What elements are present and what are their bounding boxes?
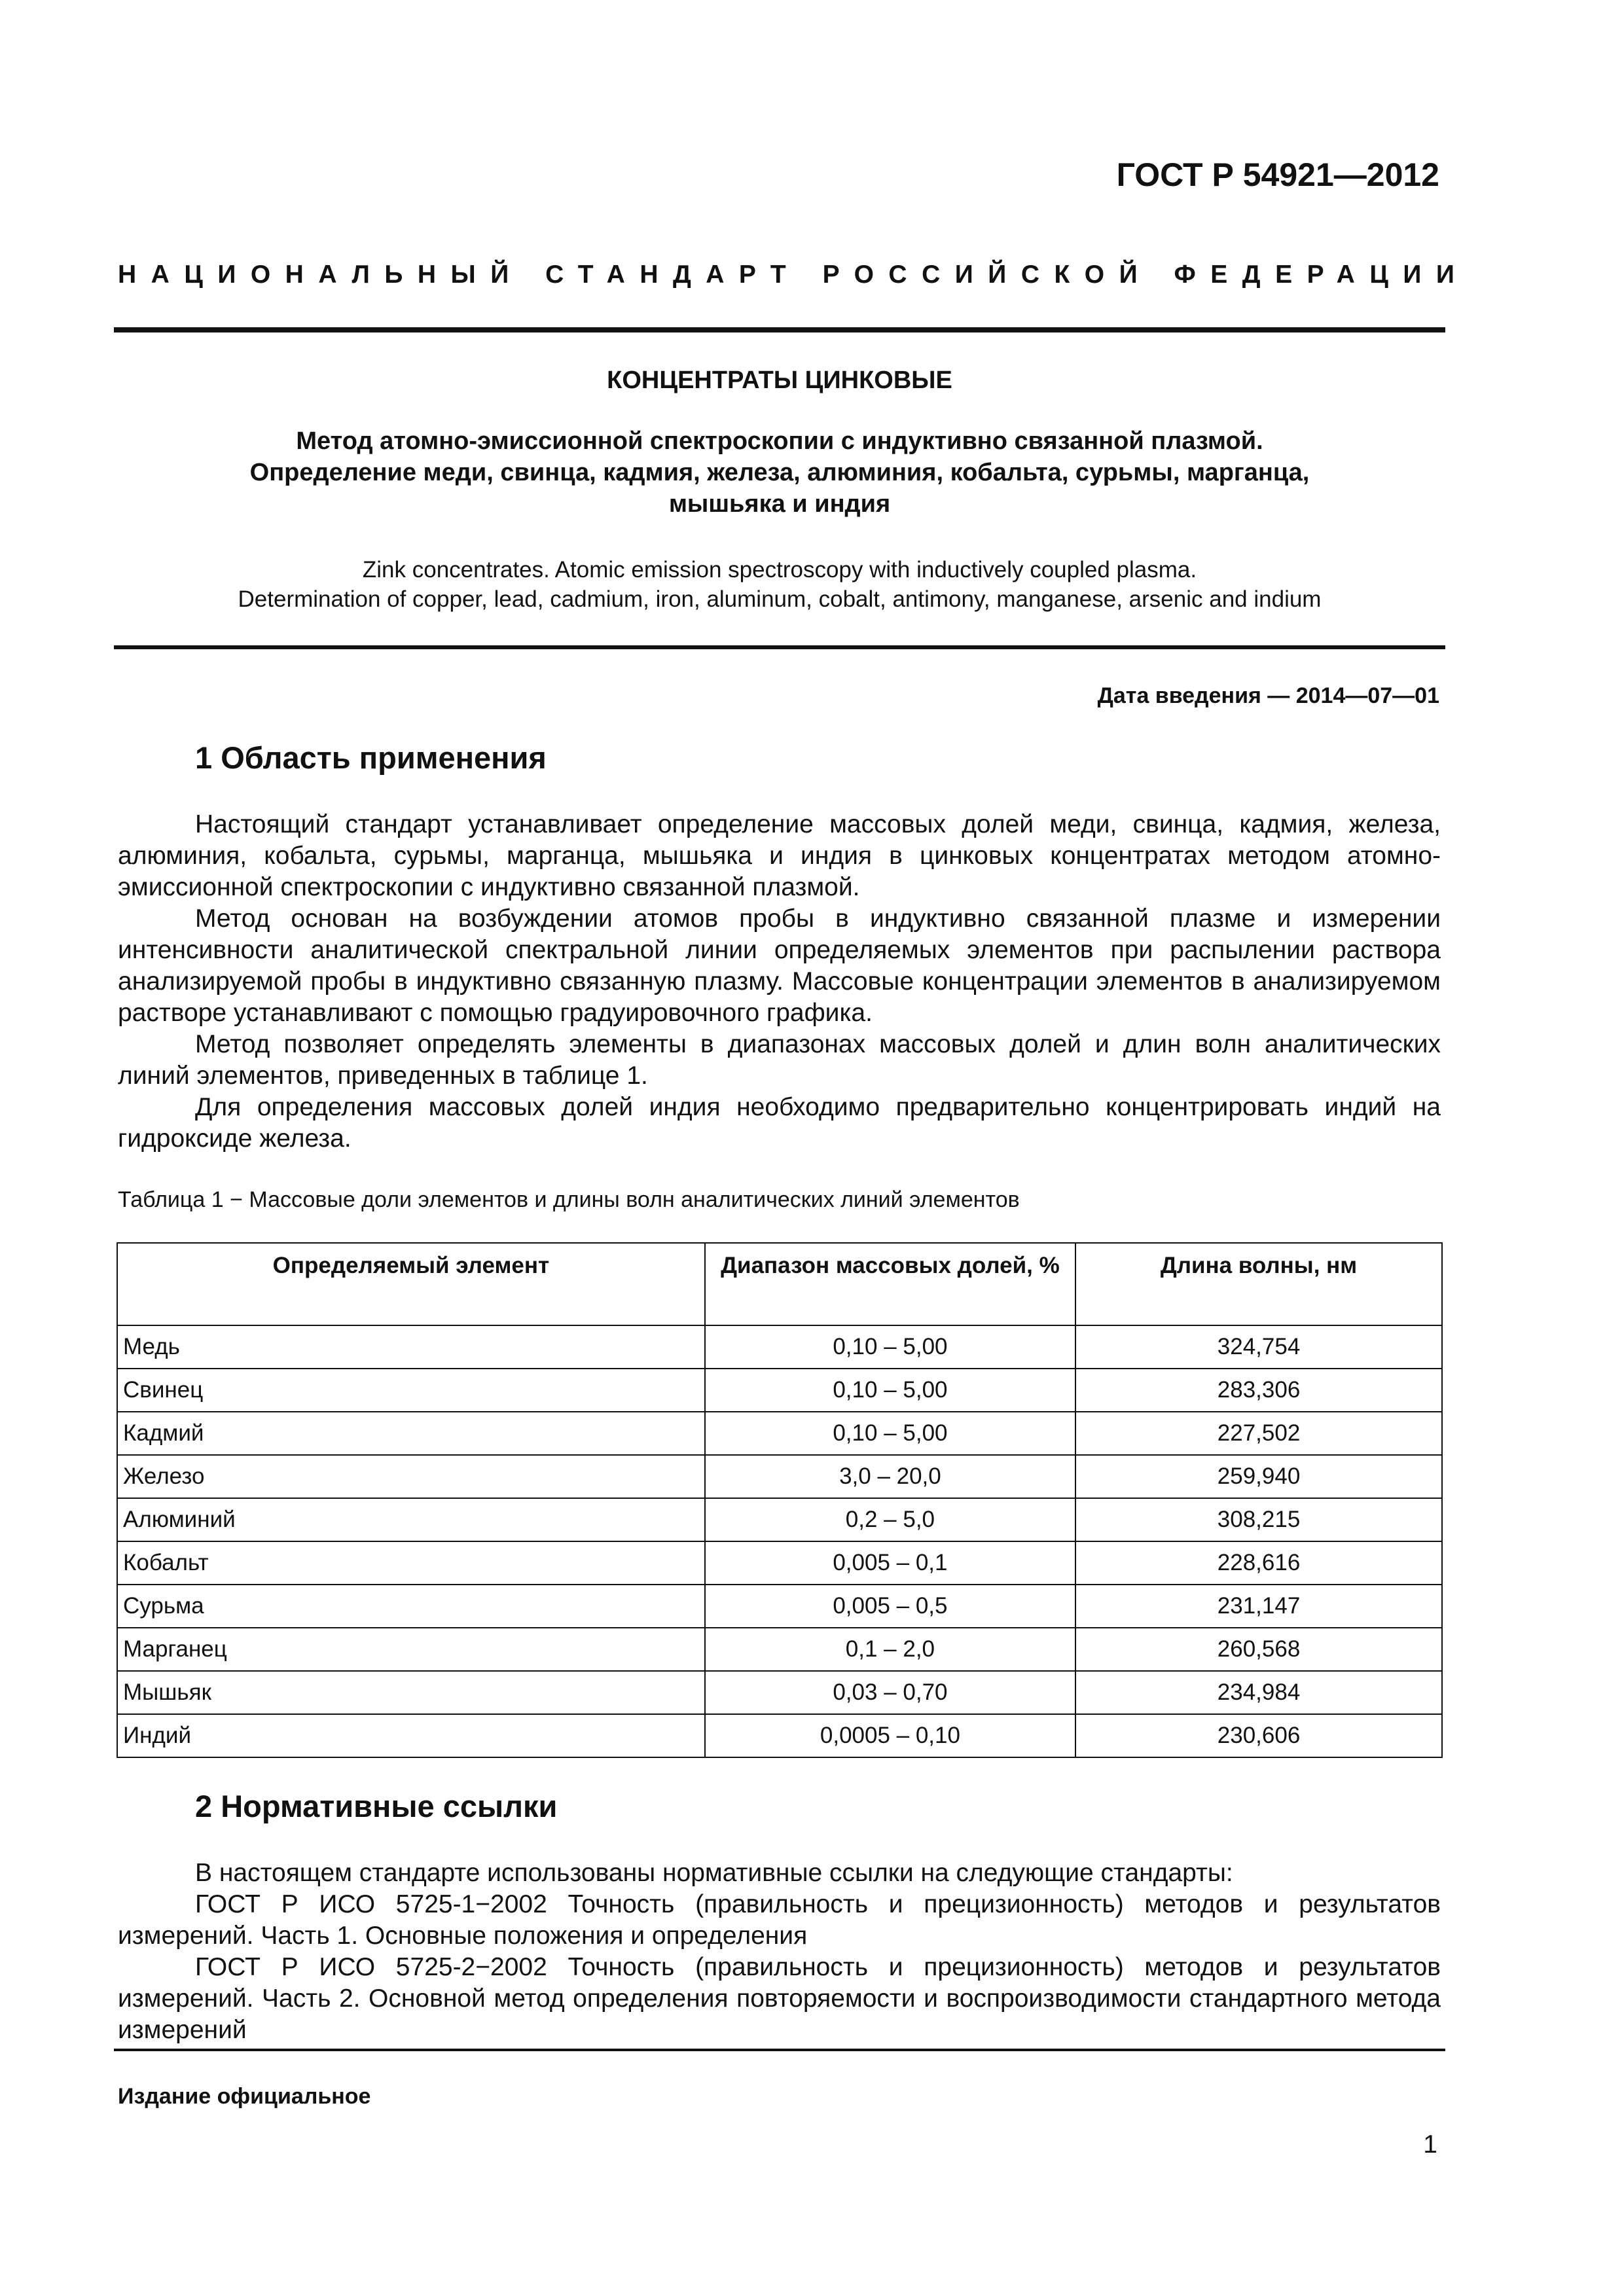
table-row bbox=[117, 1455, 1442, 1498]
cell-range: 3,0 – 20,0 bbox=[705, 1455, 1075, 1498]
paragraph: В настоящем стандарте использованы нормативные ссылки на следующие стандарты: bbox=[195, 1859, 1233, 1887]
table-row bbox=[117, 1369, 1442, 1412]
cell-wavelength: 230,606 bbox=[1075, 1714, 1442, 1757]
english-title-line: Determination of copper, lead, cadmium, iron, aluminum, cobalt, antimony, manganese, arsenic and indium bbox=[238, 586, 1322, 612]
gost-code: ГОСТ Р 54921—2012 bbox=[1116, 156, 1439, 193]
header-mass-fraction: Диапазон массовых долей, % bbox=[705, 1243, 1075, 1325]
paragraph: Для определения массовых долей индия необходимо предварительно концентрировать индий на гидроксиде железа. bbox=[118, 1093, 1441, 1153]
cell-element: Кадмий bbox=[117, 1412, 705, 1455]
table-row bbox=[117, 1585, 1442, 1628]
header-element: Определяемый элемент bbox=[117, 1243, 705, 1325]
section-1-body bbox=[118, 809, 1441, 1155]
cell-wavelength: 231,147 bbox=[1075, 1585, 1442, 1628]
title-bottom-rule bbox=[114, 645, 1445, 649]
cell-wavelength: 259,940 bbox=[1075, 1455, 1442, 1498]
paragraph: Метод позволяет определять элементы в диапазонах массовых долей и длин волн аналитических линий элементов, приведенных в таблице 1. bbox=[118, 1030, 1441, 1090]
section-2-heading: 2 Нормативные ссылки bbox=[195, 1789, 558, 1823]
table-1 bbox=[117, 1242, 1443, 1758]
english-title bbox=[114, 555, 1445, 614]
cell-element: Индий bbox=[117, 1714, 705, 1757]
national-standard-heading: НАЦИОНАЛЬНЫЙ СТАНДАРТ РОССИЙСКОЙ ФЕДЕРАЦИИ bbox=[118, 260, 1470, 289]
table-row bbox=[117, 1714, 1442, 1757]
cell-range: 0,10 – 5,00 bbox=[705, 1369, 1075, 1412]
cell-element: Алюминий bbox=[117, 1498, 705, 1541]
footer-rule bbox=[114, 2049, 1445, 2051]
paragraph: Настоящий стандарт устанавливает определение массовых долей меди, свинца, кадмия, железа, алюминия, кобальта, сурьмы, марганца, мышьяка и индия в цинковых концентратах методом атомно-эмиссионной спектроскопии с индуктивно связанной плазмой. bbox=[118, 810, 1441, 901]
cell-range: 0,03 – 0,70 bbox=[705, 1671, 1075, 1714]
cell-wavelength: 228,616 bbox=[1075, 1541, 1442, 1585]
cell-range: 0,0005 – 0,10 bbox=[705, 1714, 1075, 1757]
table-row bbox=[117, 1498, 1442, 1541]
top-rule bbox=[114, 327, 1445, 332]
subtitle-line: Метод атомно-эмиссионной спектроскопии с индуктивно связанной плазмой. bbox=[296, 427, 1263, 455]
paragraph: ГОСТ Р ИСО 5725-1−2002 Точность (правильность и прецизионность) методов и результатов измерений. Часть 1. Основные положения и определения bbox=[118, 1890, 1441, 1950]
cell-element: Кобальт bbox=[117, 1541, 705, 1585]
cell-range: 0,005 – 0,5 bbox=[705, 1585, 1075, 1628]
cell-element: Марганец bbox=[117, 1628, 705, 1671]
table-1-caption: Таблица 1 − Массовые доли элементов и длины волн аналитических линий элементов bbox=[118, 1187, 1020, 1212]
cell-wavelength: 227,502 bbox=[1075, 1412, 1442, 1455]
cell-range: 0,005 – 0,1 bbox=[705, 1541, 1075, 1585]
table-row bbox=[117, 1325, 1442, 1369]
cell-element: Железо bbox=[117, 1455, 705, 1498]
cell-wavelength: 308,215 bbox=[1075, 1498, 1442, 1541]
subtitle-line: мышьяка и индия bbox=[668, 490, 891, 518]
table-row bbox=[117, 1628, 1442, 1671]
cell-element: Сурьма bbox=[117, 1585, 705, 1628]
official-edition-label: Издание официальное bbox=[118, 2084, 371, 2109]
header-wavelength: Длина волны, нм bbox=[1075, 1243, 1442, 1325]
cell-wavelength: 283,306 bbox=[1075, 1369, 1442, 1412]
table-row bbox=[117, 1412, 1442, 1455]
cell-wavelength: 234,984 bbox=[1075, 1671, 1442, 1714]
table-row bbox=[117, 1541, 1442, 1585]
cell-wavelength: 324,754 bbox=[1075, 1325, 1442, 1369]
section-1-heading: 1 Область применения bbox=[195, 740, 547, 775]
cell-element: Свинец bbox=[117, 1369, 705, 1412]
document-subtitle bbox=[114, 425, 1445, 520]
cell-range: 0,2 – 5,0 bbox=[705, 1498, 1075, 1541]
introduction-date: Дата введения — 2014—07—01 bbox=[1097, 683, 1439, 708]
cell-range: 0,10 – 5,00 bbox=[705, 1325, 1075, 1369]
paragraph: ГОСТ Р ИСО 5725-2−2002 Точность (правильность и прецизионность) методов и результатов измерений. Часть 2. Основной метод определения повторяемости и воспроизводимости стандартного метода измерений bbox=[118, 1953, 1441, 2044]
page-number: 1 bbox=[1423, 2130, 1437, 2159]
subtitle-line: Определение меди, свинца, кадмия, железа, алюминия, кобальта, сурьмы, марганца, bbox=[249, 459, 1310, 486]
cell-element: Медь bbox=[117, 1325, 705, 1369]
document-title: КОНЦЕНТРАТЫ ЦИНКОВЫЕ bbox=[607, 367, 952, 394]
table-row bbox=[117, 1671, 1442, 1714]
paragraph: Метод основан на возбуждении атомов пробы в индуктивно связанной плазме и измерении интенсивности аналитической спектральной линии определяемых элементов при распылении раствора анализируемой пробы в индуктивно связанную плазму. Массовые концентрации элементов в анализируемом растворе устанавливают с помощью градуировочного графика. bbox=[118, 905, 1441, 1027]
english-title-line: Zink concentrates. Atomic emission spectroscopy with inductively coupled plasma. bbox=[362, 557, 1197, 583]
cell-wavelength: 260,568 bbox=[1075, 1628, 1442, 1671]
cell-range: 0,10 – 5,00 bbox=[705, 1412, 1075, 1455]
section-2-body bbox=[118, 1857, 1441, 2046]
table-header-row bbox=[117, 1243, 1442, 1325]
cell-range: 0,1 – 2,0 bbox=[705, 1628, 1075, 1671]
cell-element: Мышьяк bbox=[117, 1671, 705, 1714]
